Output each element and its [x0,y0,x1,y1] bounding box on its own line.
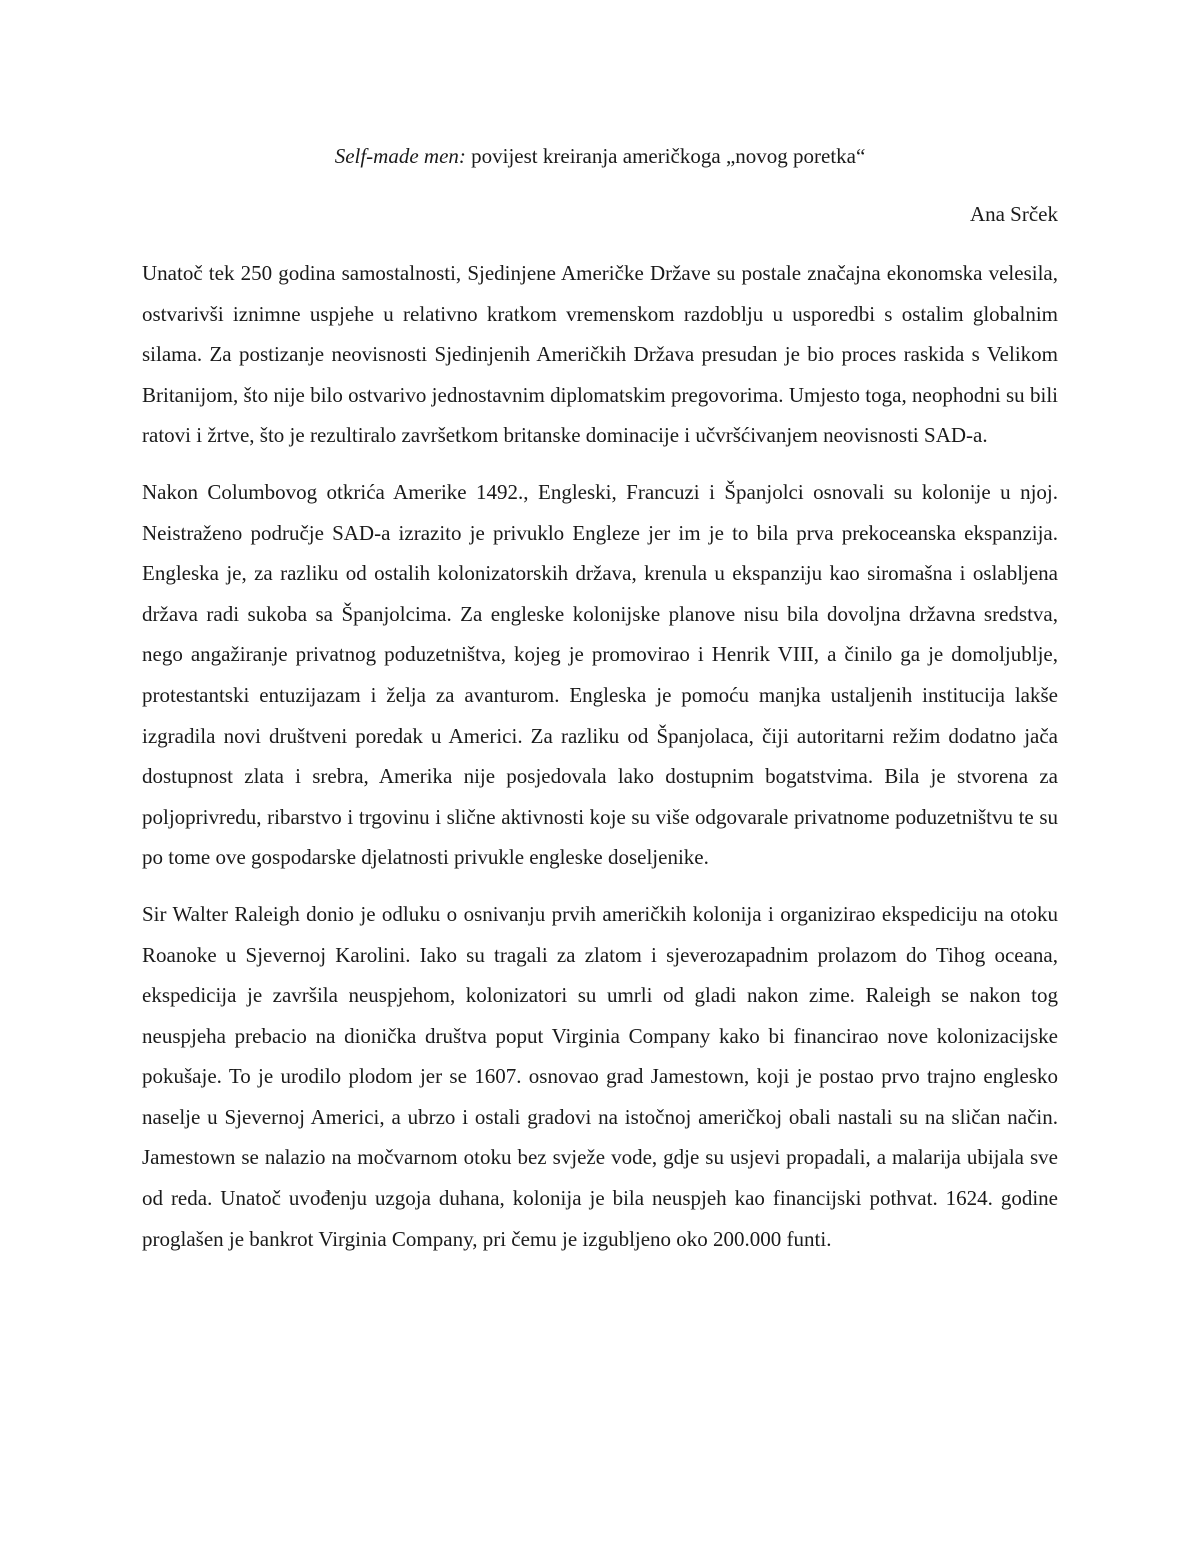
paragraph-3: Sir Walter Raleigh donio je odluku o osnivanju prvih američkih kolonija i organizirao ekspediciju na otoku Roanoke u Sjevernoj Karolini. Iako su tragali za zlatom i sjeverozapadnim prolazom do Tihog oceana, ekspedicija je završila neuspjehom, kolonizatori su umrli od gladi nakon zime. Raleigh se nakon tog neuspjeha prebacio na dionička društva poput Virginia Company kako bi financirao nove kolonizacijske pokušaje. To je urodilo plodom jer se 1607. osnovao grad Jamestown, koji je postao prvo trajno englesko naselje u Sjevernoj Americi, a ubrzo i ostali gradovi na istočnoj američkoj obali nastali su na sličan način. Jamestown se nalazio na močvarnom otoku bez svježe vode, gdje su usjevi propadali, a malarija ubijala sve od reda. Unatoč uvođenju uzgoja duhana, kolonija je bila neuspjeh kao financijski pothvat. 1624. godine proglašen je bankrot Virginia Company, pri čemu je izgubljeno oko 200.000 funti. [142,901,1058,1251]
document-body [142,253,1058,1275]
paragraph-2: Nakon Columbovog otkrića Amerike 1492., Engleski, Francuzi i Španjolci osnovali su kolonije u njoj. Neistraženo područje SAD-a izrazito je privuklo Engleze jer im je to bila prva prekoceanska ekspanzija. Engleska je, za razliku od ostalih kolonizatorskih država, krenula u ekspanziju kao siromašna i oslabljena država radi sukoba sa Španjolcima. Za engleske kolonijske planove nisu bila dovoljna državna sredstva, nego angažiranje privatnog poduzetništva, kojeg je promovirao i Henrik VIII, a činilo ga je domoljublje, protestantski entuzijazam i želja za avanturom. Engleska je pomoću manjka ustaljenih institucija lakše izgradila novi društveni poredak u Americi. Za razliku od Španjolaca, čiji autoritarni režim dodatno jača dostupnost zlata i srebra, Amerika nije posjedovala lako dostupnim bogatstvima. Bila je stvorena za poljoprivredu, ribarstvo i trgovinu i slične aktivnosti koje su više odgovarale privatnome poduzetništvu te su po tome ove gospodarske djelatnosti privukle engleske doseljenike. [142,479,1058,870]
document-title [142,141,1058,171]
title-italic-part: Self-made men: [334,144,466,168]
title-rest-part: povijest kreiranja američkoga „novog poretka“ [465,144,866,168]
paragraph-1: Unatoč tek 250 godina samostalnosti, Sjedinjene Američke Države su postale značajna ekonomska velesila, ostvarivši iznimne uspjehe u relativno kratkom vremenskom razdoblju u usporedbi s ostalim globalnim silama. Za postizanje neovisnosti Sjedinjenih Američkih Država presudan je bio proces raskida s Velikom Britanijom, što nije bilo ostvarivo jednostavnim diplomatskim pregovorima. Umjesto toga, neophodni su bili ratovi i žrtve, što je rezultiralo završetkom britanske dominacije i učvršćivanjem neovisnosti SAD-a. [142,261,1058,448]
document-author: Ana Srček [969,202,1058,226]
